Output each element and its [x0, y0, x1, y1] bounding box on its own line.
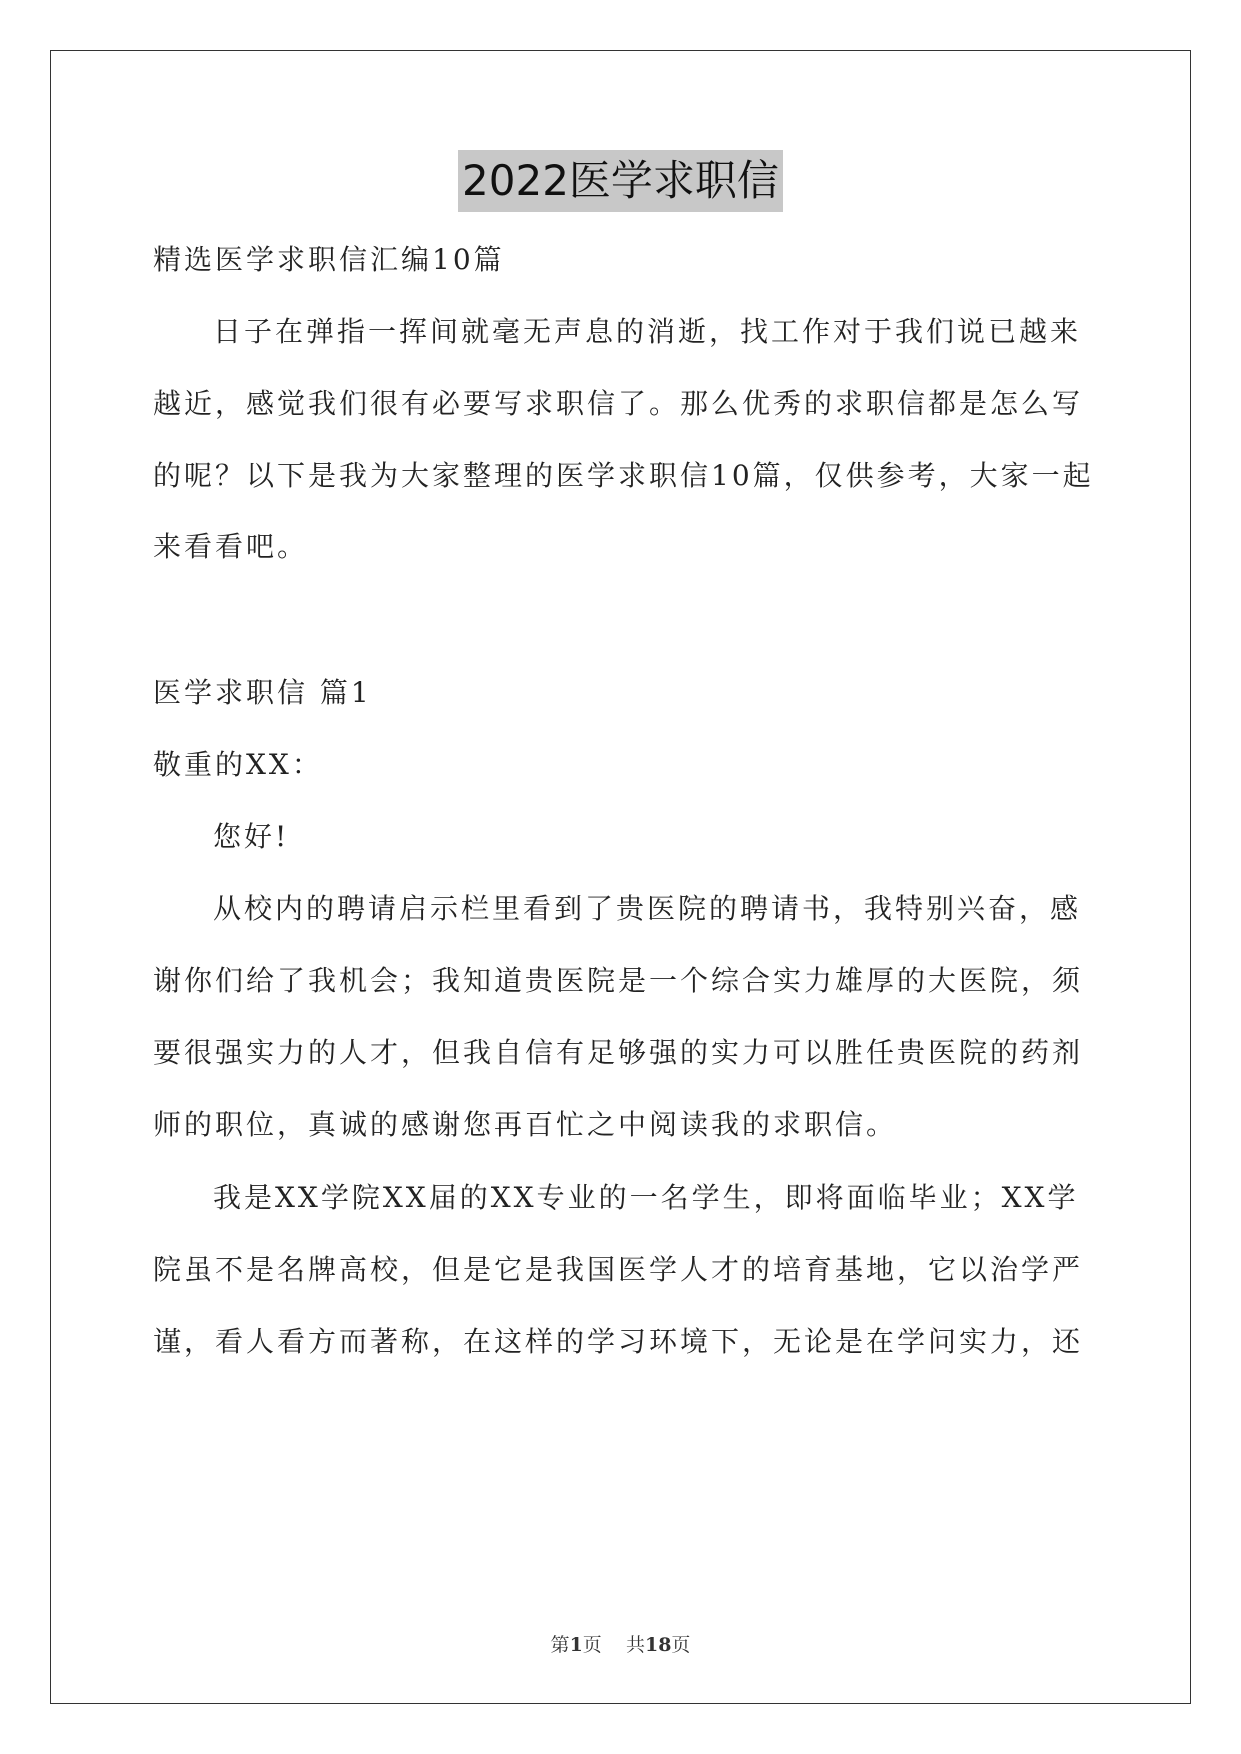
salutation: 敬重的XX： [153, 748, 323, 781]
para1-line-4: 师的职位，真诚的感谢您再百忙之中阅读我的求职信。 [153, 1108, 898, 1141]
intro-line-3: 的呢？以下是我为大家整理的医学求职信10篇，仅供参考，大家一起 [153, 459, 1094, 492]
para1-line-1: 从校内的聘请启示栏里看到了贵医院的聘请书，我特别兴奋，感 [213, 892, 1082, 925]
intro-line-4: 来看看吧。 [153, 530, 309, 563]
title-container [0, 150, 1241, 212]
page-footer [0, 1632, 1241, 1658]
footer-page-number: 1 [569, 1634, 583, 1656]
greeting: 您好! [213, 820, 290, 853]
para2-line-3: 谨，看人看方而著称，在这样的学习环境下，无论是在学问实力，还 [153, 1325, 1084, 1358]
para1-line-3: 要很强实力的人才，但我自信有足够强的实力可以胜任贵医院的药剂 [153, 1036, 1084, 1069]
para1-line-2: 谢你们给了我机会；我知道贵医院是一个综合实力雄厚的大医院，须 [153, 964, 1084, 997]
footer-mid: 页 共 [582, 1634, 645, 1656]
subtitle: 精选医学求职信汇编10篇 [153, 243, 505, 276]
para2-line-2: 院虽不是名牌高校，但是它是我国医学人才的培育基地，它以治学严 [153, 1253, 1084, 1286]
footer-prefix: 第 [550, 1634, 570, 1656]
intro-line-1: 日子在弹指一挥间就毫无声息的消逝，找工作对于我们说已越来 [213, 315, 1082, 348]
intro-line-2: 越近，感觉我们很有必要写求职信了。那么优秀的求职信都是怎么写 [153, 387, 1084, 420]
page-border [50, 50, 1191, 1704]
para2-line-1: 我是XX学院XX届的XX专业的一名学生，即将面临毕业；XX学 [213, 1181, 1079, 1214]
footer-total-pages: 18 [644, 1634, 672, 1656]
section-heading: 医学求职信 篇1 [153, 676, 372, 709]
footer-suffix: 页 [671, 1634, 691, 1656]
document-title: 2022医学求职信 [458, 150, 783, 212]
